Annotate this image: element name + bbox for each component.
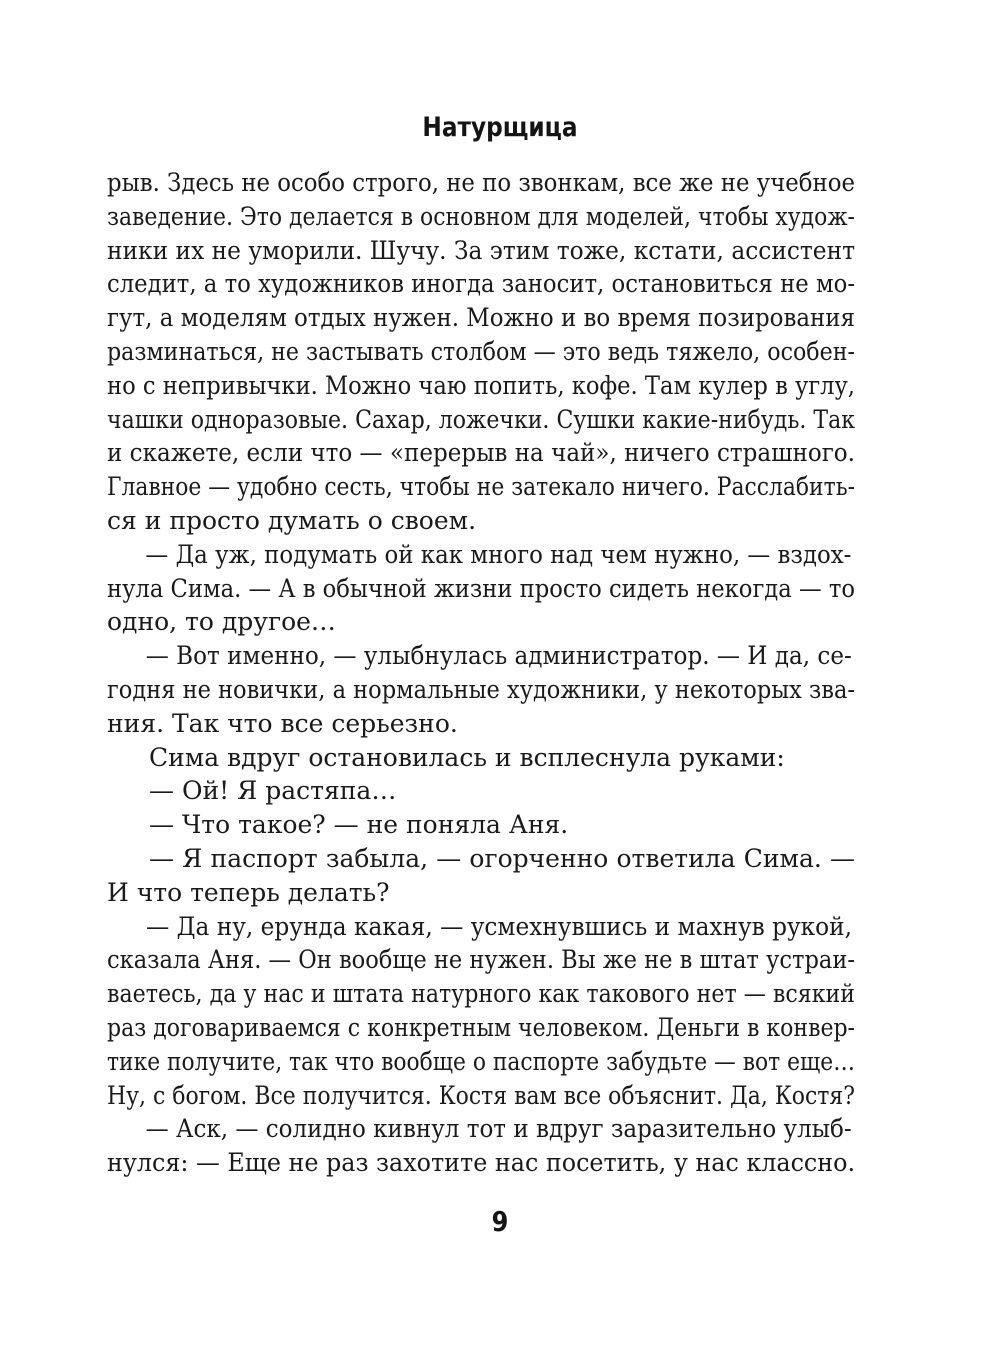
text-line: разминаться, не застывать столбом — это ведь тяжело, особен- <box>107 336 855 366</box>
body-text <box>107 166 855 1180</box>
text-line: — Да уж, подумать ой как много над чем нужно, — вздох- <box>145 539 852 569</box>
text-line: И что теперь делать? <box>107 877 390 907</box>
text-line: Сима вдруг остановилась и всплеснула руками: <box>149 742 785 772</box>
text-line: — Я паспорт забыла, — огорченно ответила Сима. — <box>149 843 855 873</box>
page-number: 9 <box>491 1205 509 1238</box>
text-line: — Ой! Я растяпа… <box>149 776 397 806</box>
running-title: Натурщица <box>422 112 578 143</box>
text-line: но с непривычки. Можно чаю попить, кофе. Там кулер в углу, <box>107 370 855 400</box>
text-line: — Да ну, ерунда какая, — усмехнувшись и махнув рукой, <box>146 911 853 941</box>
text-line: и скажете, если что — «перерыв на чай», ничего страшного. <box>107 438 855 468</box>
text-line: — Аск, — солидно кивнул тот и вдруг заразительно улыб- <box>145 1114 852 1144</box>
text-line: годня не новички, а нормальные художники, у некоторых зва- <box>107 674 855 704</box>
text-line: нулся: — Еще не раз захотите нас посетить, у нас классно. <box>107 1148 856 1178</box>
text-line: — Вот именно, — улыбнулась администратор. — И да, се- <box>145 641 852 671</box>
text-line: ся и просто думать о своем. <box>107 505 477 535</box>
text-line: заведение. Это делается в основном для моделей, чтобы худож- <box>107 201 855 231</box>
text-line: тике получите, так что вообще о паспорте забудьте — вот еще… <box>107 1046 855 1076</box>
text-line: чашки одноразовые. Сахар, ложечки. Сушки какие-нибудь. Так <box>107 404 856 434</box>
text-line: ния. Так что все серьезно. <box>107 708 458 738</box>
text-line: ники их не уморили. Шучу. За этим тоже, кстати, ассистент <box>107 235 856 265</box>
text-line: одно, то другое… <box>107 607 336 637</box>
text-line: Главное — удобно сесть, чтобы не затекало ничего. Расслабить- <box>107 472 855 502</box>
text-line: следит, а то художников иногда заносит, остановиться не мо- <box>107 269 856 299</box>
text-line: нула Сима. — А в обычной жизни просто сидеть некогда — то <box>107 573 855 603</box>
text-line: гут, а моделям отдых нужен. Можно и во время позирования <box>107 303 855 333</box>
text-line: сказала Аня. — Он вообще не нужен. Вы же не в штат устраи- <box>107 945 855 975</box>
text-line: рыв. Здесь не особо строго, не по звонкам, все же не учебное <box>107 168 855 197</box>
text-line: ваетесь, да у нас и штата натурного как такового нет — всякий <box>107 979 856 1009</box>
text-line: — Что такое? — не поняла Аня. <box>149 810 569 840</box>
text-line: раз договариваемся с конкретным человеком. Деньги в конвер- <box>107 1012 855 1042</box>
text-line: Ну, с богом. Все получится. Костя вам все объяснит. Да, Костя? <box>107 1080 856 1110</box>
